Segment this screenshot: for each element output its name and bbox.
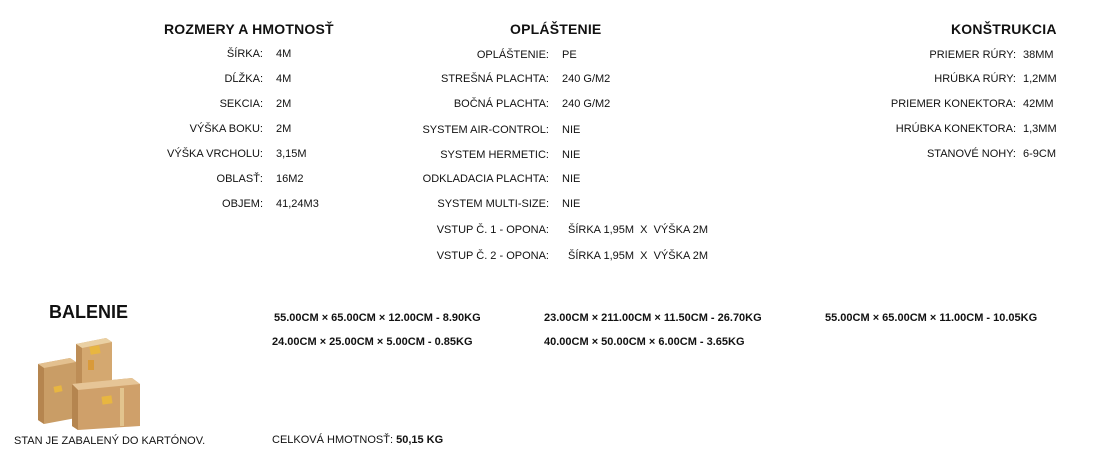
spec-value: 240 G/M2: [562, 98, 611, 110]
spec-value: 41,24M3: [276, 198, 319, 210]
spec-label: BOČNÁ PLACHTA:: [453, 98, 549, 110]
spec-value: 38MM: [1023, 49, 1054, 61]
spec-value: NIE: [562, 173, 581, 185]
spec-label: ŠÍRKA:: [226, 48, 263, 60]
spec-label: VSTUP Č. 1 - OPONA:: [436, 224, 549, 236]
spec-value: 4M: [276, 73, 292, 85]
spec-value: NIE: [562, 198, 581, 210]
spec-label: SYSTEM HERMETIC:: [440, 149, 549, 161]
total-weight-value: 50,15 KG: [396, 434, 444, 446]
package-dimension: 23.00CM × 211.00CM × 11.50CM - 26.70KG: [544, 312, 762, 324]
package-dimension: 55.00CM × 65.00CM × 11.00CM - 10.05KG: [825, 312, 1038, 324]
total-weight: [272, 434, 443, 446]
spec-label: ODKLADACIA PLACHTA:: [422, 173, 549, 185]
spec-value: 2M: [276, 123, 292, 135]
spec-label: STANOVÉ NOHY:: [926, 148, 1016, 160]
spec-value: 240 G/M2: [562, 73, 611, 85]
spec-label: HRÚBKA KONEKTORA:: [895, 123, 1016, 135]
spec-value: 3,15M: [276, 148, 307, 160]
packaging-title: BALENIE: [49, 302, 129, 322]
spec-label: DĹŽKA:: [224, 73, 263, 85]
spec-value: PE: [562, 49, 577, 61]
spec-value: NIE: [562, 124, 581, 136]
spec-value: ŠÍRKA 1,95M X VÝŠKA 2M: [568, 250, 709, 262]
spec-value: 4M: [276, 48, 292, 60]
cardboard-boxes-icon: [32, 334, 148, 432]
packaging-caption: STAN JE ZABALENÝ DO KARTÓNOV.: [14, 435, 206, 447]
dimensions-title: ROZMERY A HMOTNOSŤ: [164, 21, 334, 37]
spec-value: 42MM: [1023, 98, 1054, 110]
spec-value: 6-9CM: [1023, 148, 1057, 160]
package-dimension: 40.00CM × 50.00CM × 6.00CM - 3.65KG: [544, 336, 745, 348]
spec-value: 16M2: [276, 173, 304, 185]
construction-title: KONŠTRUKCIA: [951, 21, 1057, 37]
spec-value: 2M: [276, 98, 292, 110]
spec-label: OBLASŤ:: [216, 173, 263, 185]
spec-label: VÝŠKA BOKU:: [189, 123, 263, 135]
spec-value: 1,3MM: [1023, 123, 1057, 135]
spec-label: SYSTEM MULTI-SIZE:: [437, 198, 549, 210]
package-dimension: 24.00CM × 25.00CM × 5.00CM - 0.85KG: [272, 336, 473, 348]
spec-label: OPLÁŠTENIE:: [476, 49, 549, 61]
spec-label: SEKCIA:: [219, 98, 263, 110]
total-weight-label: CELKOVÁ HMOTNOSŤ:: [272, 434, 394, 446]
cover-title: OPLÁŠTENIE: [510, 21, 602, 37]
spec-value: NIE: [562, 149, 581, 161]
spec-label: OBJEM:: [222, 198, 263, 210]
spec-value: ŠÍRKA 1,95M X VÝŠKA 2M: [568, 224, 709, 236]
spec-label: PRIEMER KONEKTORA:: [890, 98, 1016, 110]
package-dimension: 55.00CM × 65.00CM × 12.00CM - 8.90KG: [274, 312, 481, 324]
spec-label: STREŠNÁ PLACHTA:: [441, 73, 549, 85]
spec-label: HRÚBKA RÚRY:: [934, 73, 1016, 85]
spec-label: VSTUP Č. 2 - OPONA:: [436, 250, 549, 262]
spec-label: VÝŠKA VRCHOLU:: [167, 148, 263, 160]
spec-value: 1,2MM: [1023, 73, 1057, 85]
spec-label: PRIEMER RÚRY:: [929, 49, 1016, 61]
spec-label: SYSTEM AIR-CONTROL:: [422, 124, 549, 136]
